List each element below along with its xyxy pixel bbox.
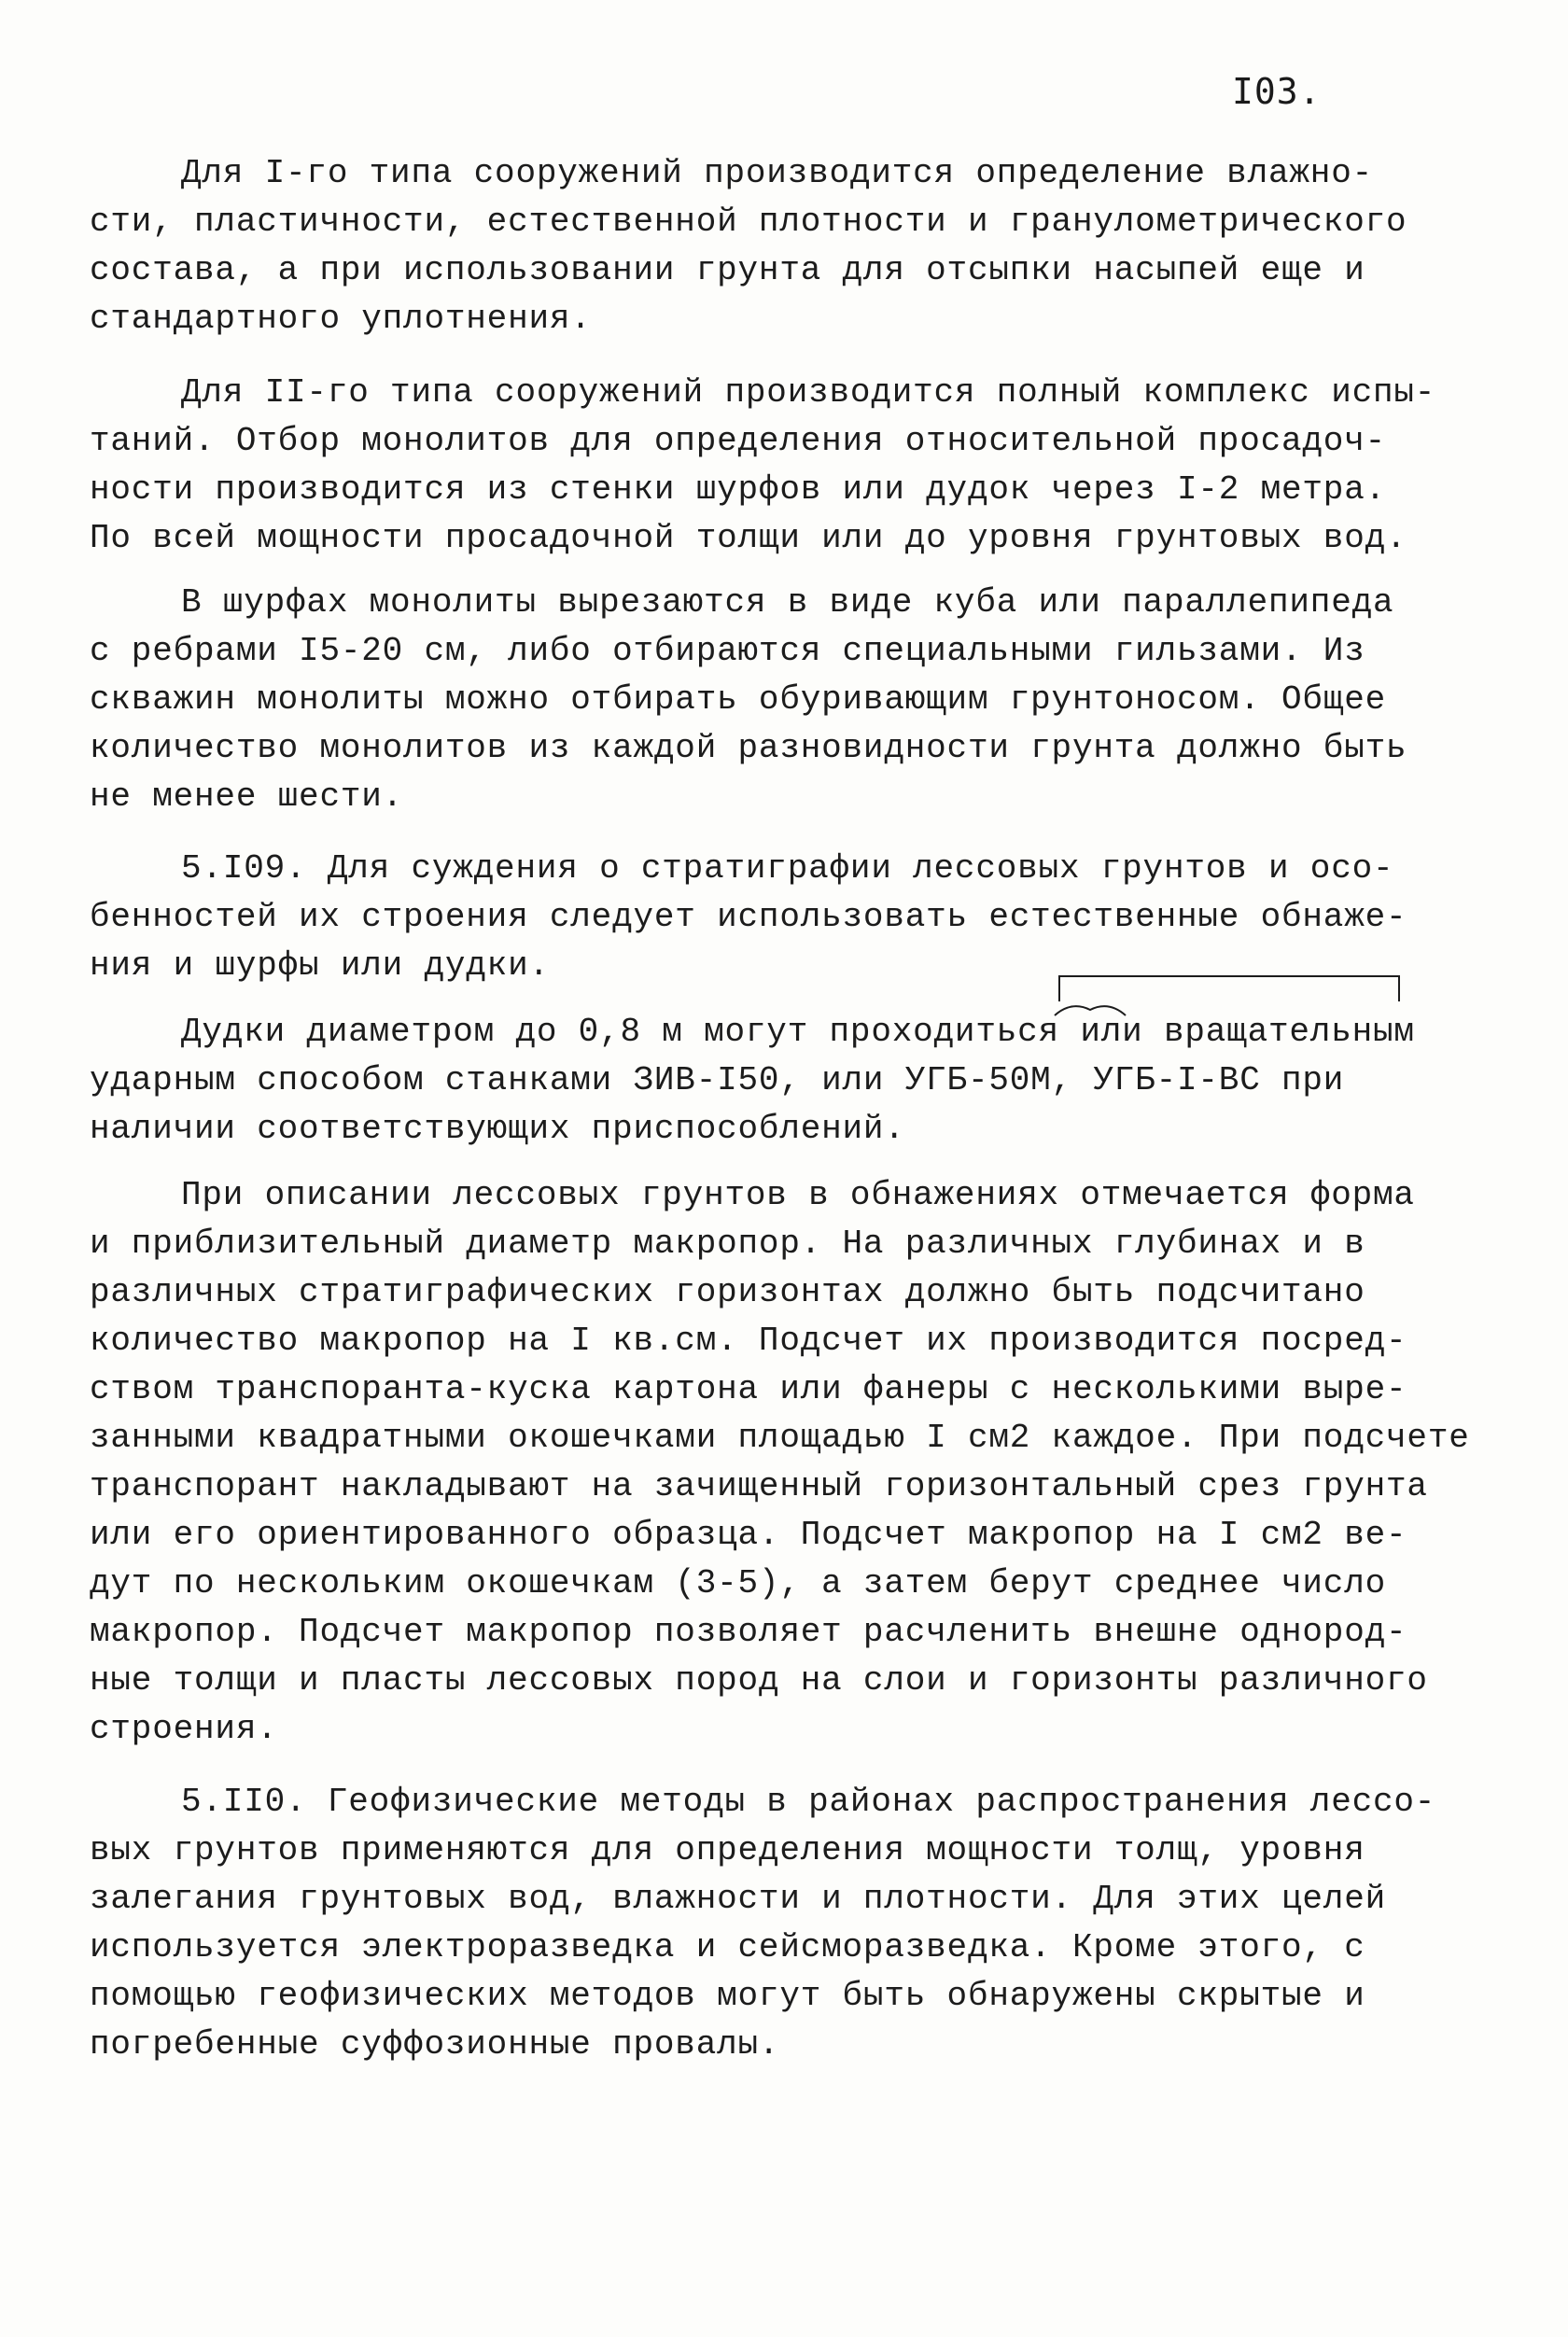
text-line: ударным способом станками ЗИВ-I50, или УГБ-50М, УГБ-I-ВС при <box>90 1061 1345 1099</box>
text-line: и приблизительный диаметр макропор. На различных глубинах и в <box>90 1224 1365 1263</box>
text-line: дут по нескольким окошечкам (3-5), а затем берут среднее число <box>90 1564 1387 1602</box>
text-line: вых грунтов применяются для определения мощности толщ, уровня <box>90 1831 1365 1869</box>
text-line: наличии соответствующих приспособлений. <box>90 1110 905 1148</box>
text-line: По всей мощности просадочной толщи или до уровня грунтовых вод. <box>90 519 1407 557</box>
text-line: используется электроразведка и сейсморазведка. Кроме этого, с <box>90 1928 1365 1966</box>
text-line: занными квадратными окошечками площадью I см2 каждое. При подсчете <box>90 1419 1470 1457</box>
insertion-bracket <box>1058 975 1400 1001</box>
text-line: различных стратиграфических горизонтах должно быть подсчитано <box>90 1273 1365 1311</box>
paragraph-4 <box>90 845 1415 990</box>
text-line: 5.I09. Для суждения о стратиграфии лессовых грунтов и осо- <box>181 849 1394 888</box>
text-line: При описании лессовых грунтов в обнажениях отмечается форма <box>181 1176 1415 1214</box>
paragraph-7 <box>90 1778 1436 2069</box>
text-line: транспорант накладывают на зачищенный горизонтальный срез грунта <box>90 1467 1428 1505</box>
paragraph-3 <box>90 579 1415 821</box>
text-line: с ребрами I5-20 см, либо отбираются специальными гильзами. Из <box>90 632 1365 670</box>
text-line: залегания грунтовых вод, влажности и плотности. Для этих целей <box>90 1880 1387 1918</box>
text-line: таний. Отбор монолитов для определения относительной просадоч- <box>90 422 1387 460</box>
paragraph-5 <box>90 1008 1415 1154</box>
text-line: ности производится из стенки шурфов или дудок через I-2 метра. <box>90 470 1387 509</box>
paragraph-6 <box>90 1171 1470 1754</box>
text-line: погребенные суффозионные провалы. <box>90 2025 780 2064</box>
page-number: I03. <box>1232 71 1322 112</box>
text-line: Для II-го типа сооружений производится полный комплекс испы- <box>181 373 1436 412</box>
text-line: Дудки диаметром до 0,8 м могут проходиться или вращательным <box>181 1013 1415 1051</box>
text-line: 5.II0. Геофизические методы в районах распространения лессо- <box>181 1783 1436 1821</box>
text-line: В шурфах монолиты вырезаются в виде куба или параллепипеда <box>181 583 1394 622</box>
text-line: скважин монолиты можно отбирать обуривающим грунтоносом. Общее <box>90 680 1387 719</box>
text-line: состава, а при использовании грунта для отсыпки насыпей еще и <box>90 251 1365 289</box>
text-line: ные толщи и пласты лессовых пород на слои и горизонты различного <box>90 1661 1428 1700</box>
text-line: помощью геофизических методов могут быть обнаружены скрытые и <box>90 1977 1365 2015</box>
text-line: количество монолитов из каждой разновидности грунта должно быть <box>90 729 1407 767</box>
text-line: строения. <box>90 1710 278 1748</box>
text-line: ством транспоранта-куска картона или фанеры с несколькими выре- <box>90 1370 1407 1408</box>
text-line: количество макропор на I кв.см. Подсчет их производится посред- <box>90 1322 1407 1360</box>
text-line: сти, пластичности, естественной плотности и гранулометрического <box>90 203 1407 241</box>
text-line: макропор. Подсчет макропор позволяет расчленить внешне однород- <box>90 1613 1407 1651</box>
text-line: не менее шести. <box>90 777 404 816</box>
text-line: или его ориентированного образца. Подсчет макропор на I см2 ве- <box>90 1516 1407 1554</box>
text-line: ния и шурфы или дудки. <box>90 946 550 985</box>
text-line: Для I-го типа сооружений производится определение влажно- <box>181 154 1373 192</box>
text-line: бенностей их строения следует использовать естественные обнаже- <box>90 898 1407 936</box>
paragraph-1 <box>90 149 1415 343</box>
paragraph-2 <box>90 369 1436 563</box>
text-line: стандартного уплотнения. <box>90 300 592 338</box>
